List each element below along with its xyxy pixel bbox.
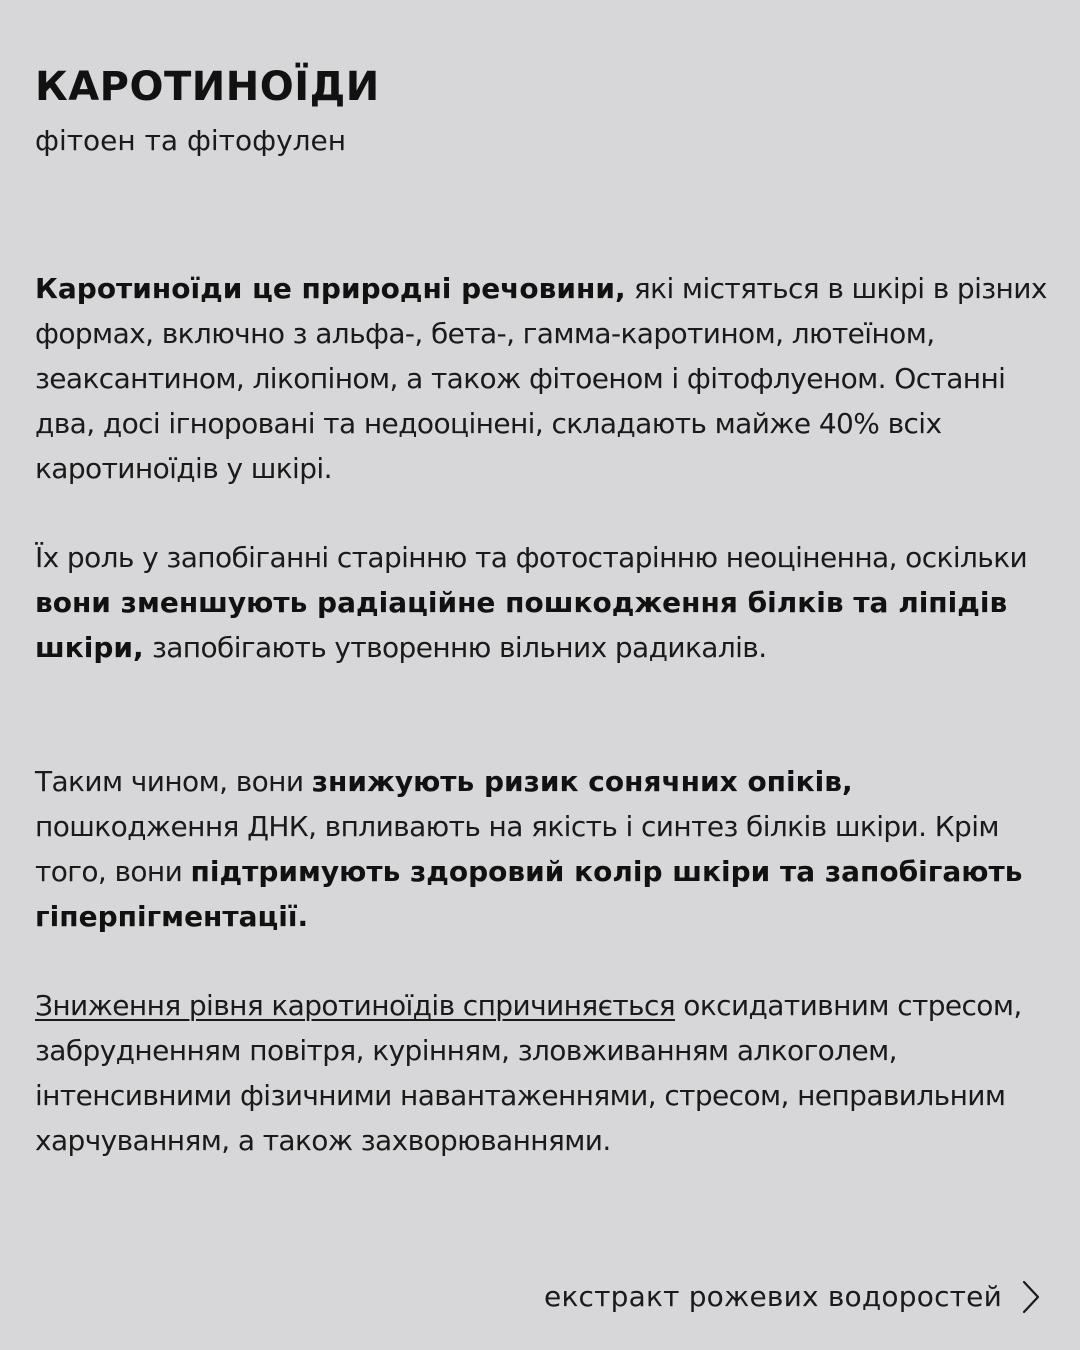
paragraph-causes-underlined: Зниження рівня каротиноїдів спричиняється [35,989,675,1022]
next-slide-link[interactable] [544,1274,1042,1319]
chevron-right-icon [1020,1279,1042,1315]
page-subtitle: фітоен та фітофулен [35,124,347,157]
paragraph-intro [35,266,1055,491]
paragraph-role [35,535,1055,670]
paragraph-effects-bold-2: підтримують здоровий колір шкіри та запобігають гіперпігментації. [35,855,1023,933]
paragraph-intro-bold: Каротиноїди це природні речовини, [35,272,626,305]
paragraph-role-bold: вони зменшують радіаційне пошкодження білків та ліпідів шкіри, [35,586,1008,664]
next-slide-label: екстракт рожевих водоростей [544,1280,1002,1313]
page-title: КАРОТИНОЇДИ [35,64,380,110]
paragraph-effects-bold-1: знижують ризик сонячних опіків, [311,765,853,798]
paragraph-effects-text-before: Таким чином, вони [35,765,312,798]
paragraph-intro-text: які містяться в шкірі в різних формах, включно з альфа-, бета-, гамма-каротином, лютеїном, зеаксантином, лікопіном, а також фітоеном і фітофлуеном. Останні два, досі ігноровані та недооцінені, складають майже 40% всіх каротиноїдів у шкірі. [35,272,1047,485]
paragraph-role-text-after: запобігають утворенню вільних радикалів. [143,631,767,664]
paragraph-role-text-before: Їх роль у запобіганні старінню та фотостарінню неоціненна, оскільки [35,541,1028,574]
paragraph-effects [35,759,1055,939]
paragraph-causes-text: оксидативним стресом, забрудненням повітря, курінням, зловживанням алкоголем, інтенсивними фізичними навантаженнями, стресом, неправильним харчуванням, а також захворюваннями. [35,989,1022,1157]
paragraph-causes [35,983,1055,1163]
paragraph-effects-text-middle: пошкодження ДНК, впливають на якість і синтез білків шкіри. Крім того, вони [35,810,999,888]
